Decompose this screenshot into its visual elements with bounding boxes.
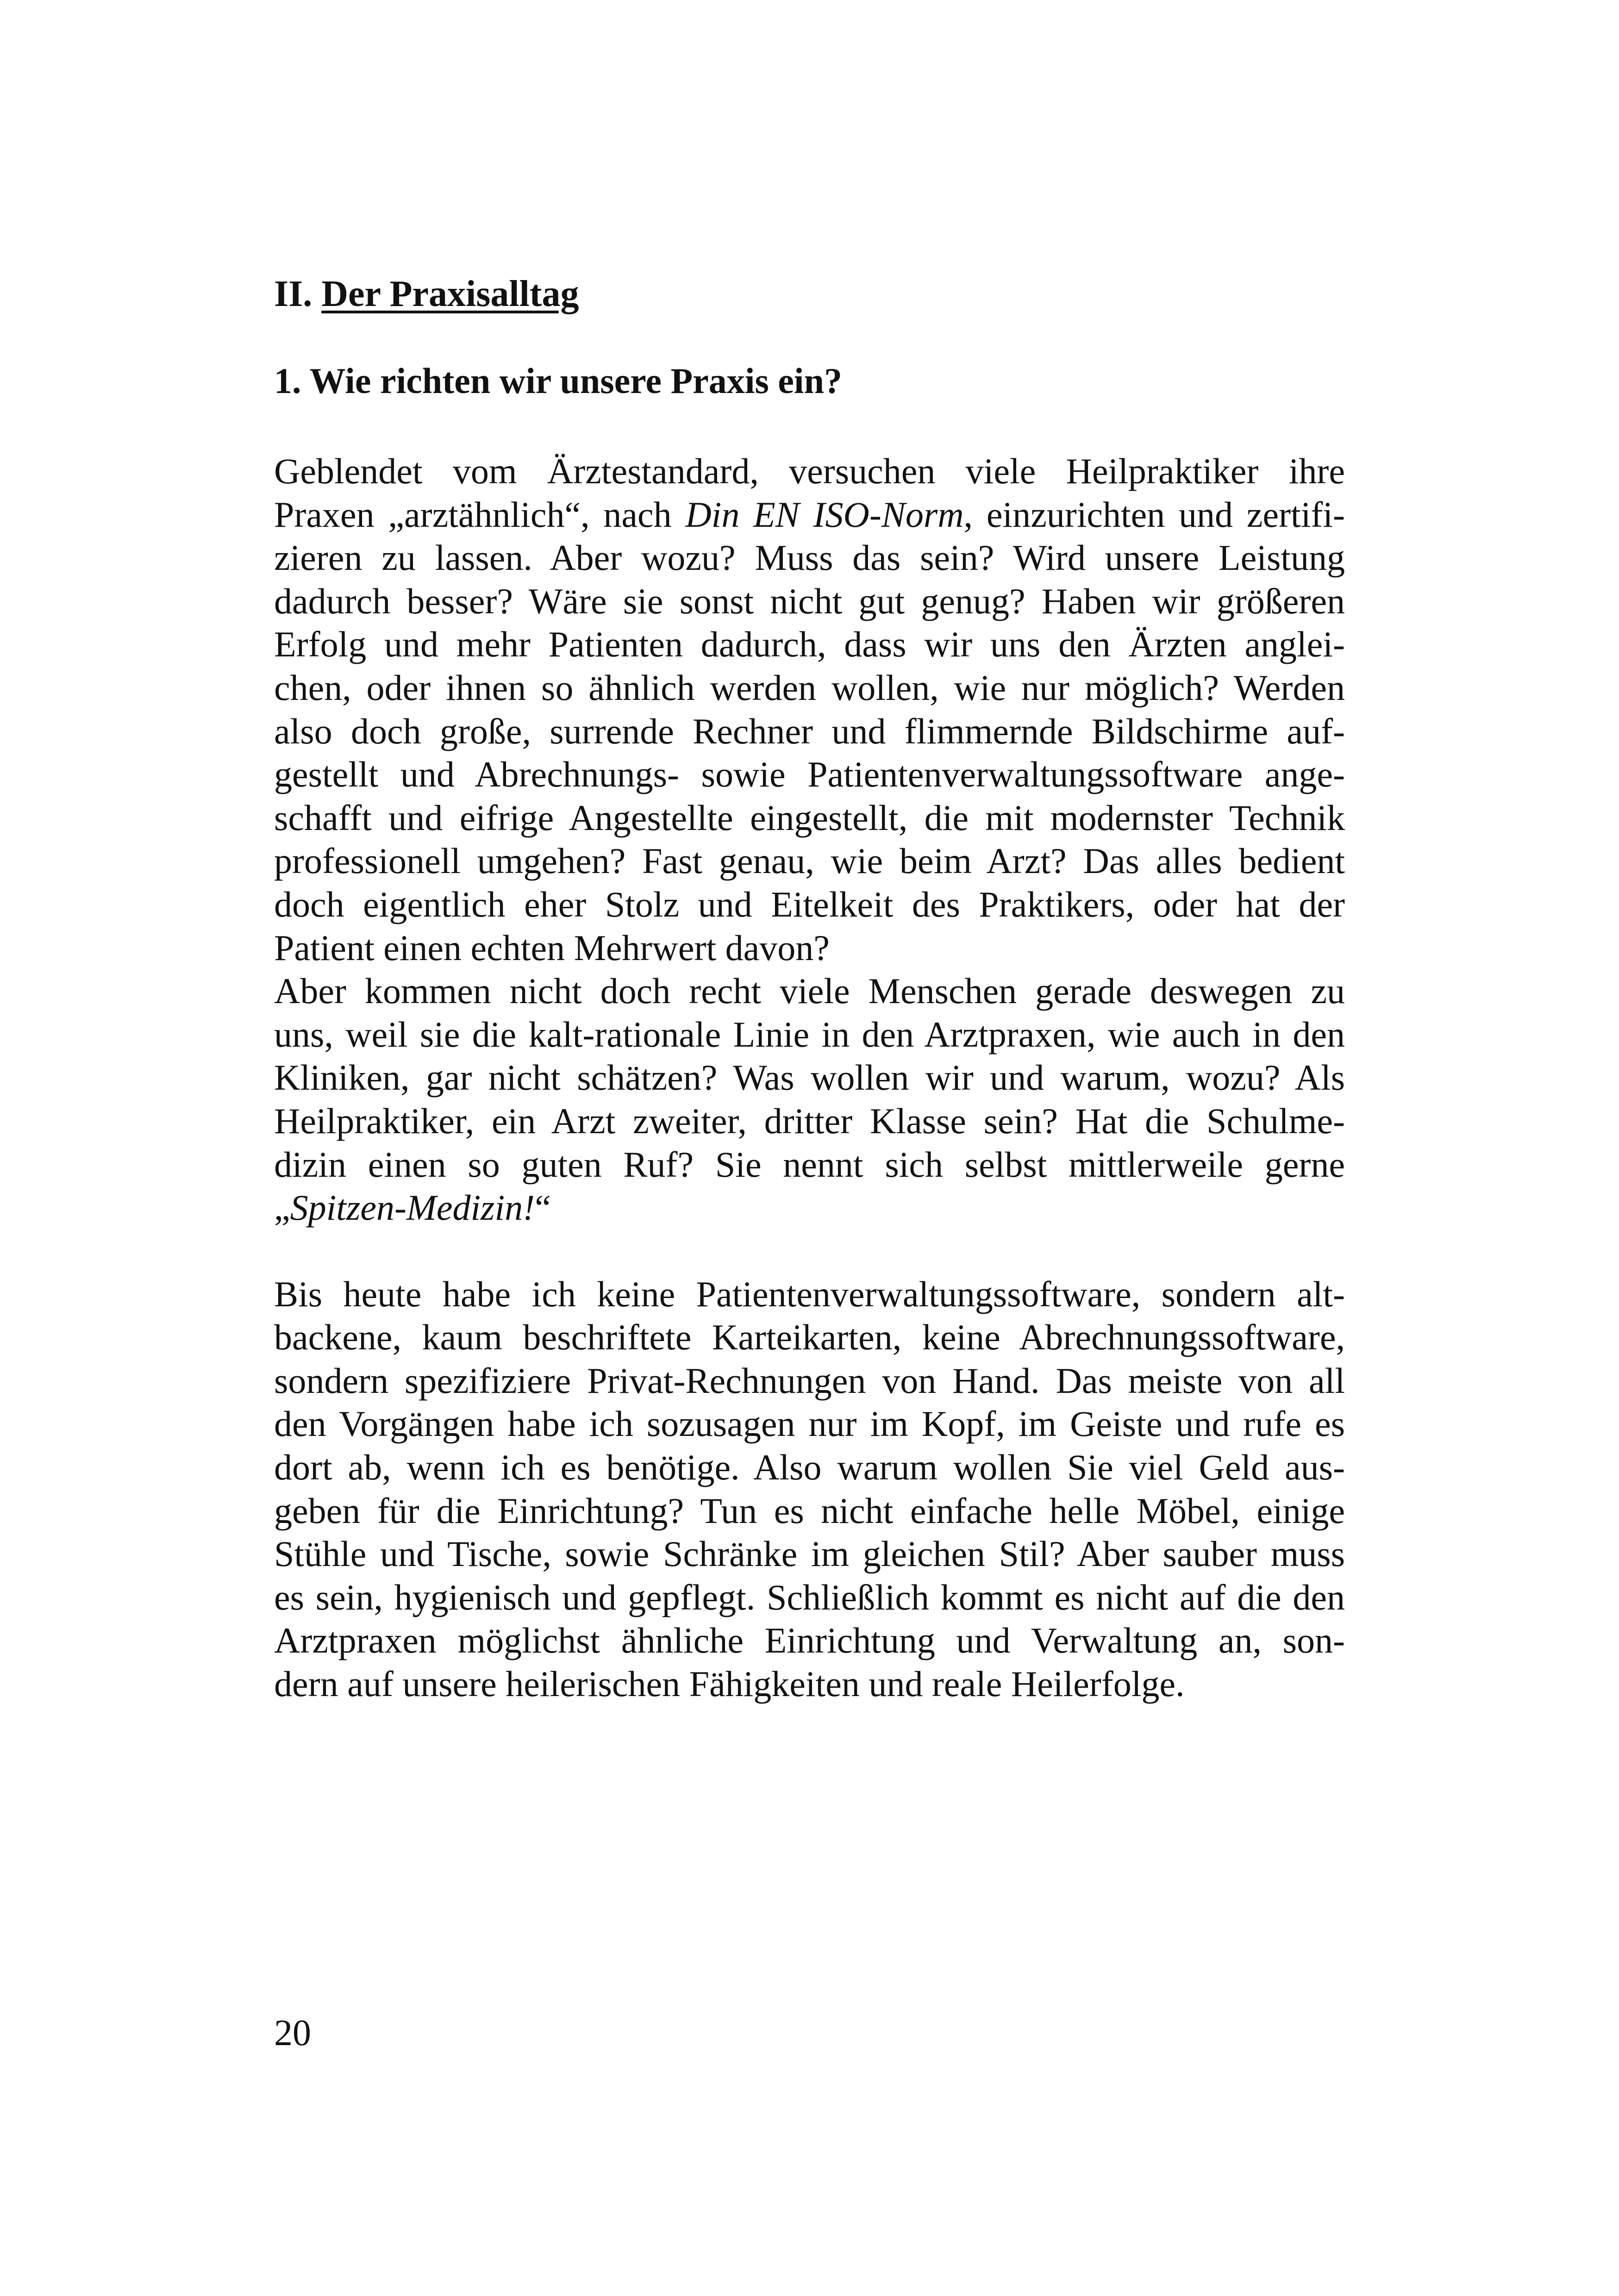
- italic-term-din-en-iso-norm: Din EN ISO-Norm: [685, 494, 964, 535]
- text-line: Patient einen echten Mehrwert davon?: [274, 927, 830, 968]
- text-line: den Vorgängen habe ich sozusagen nur im Kopf, im Geiste und rufe es: [274, 1404, 1345, 1444]
- text-line: uns, weil sie die kalt-rationale Linie in den Arztpraxen, wie auch in den: [274, 1014, 1345, 1054]
- text-line: „Spitzen-Medizin!“: [274, 1187, 551, 1228]
- text-line: dadurch besser? Wäre sie sonst nicht gut genug? Haben wir größeren: [274, 580, 1345, 621]
- section-heading: 1. Wie richten wir unsere Praxis ein?: [274, 361, 842, 401]
- text-line: backene, kaum beschriftete Karteikarten, keine Abrechnungssoftware,: [274, 1317, 1345, 1358]
- text-line: Kliniken, gar nicht schätzen? Was wollen wir und warum, wozu? Als: [274, 1057, 1345, 1098]
- text-line: professionell umgehen? Fast genau, wie beim Arzt? Das alles bedient: [274, 841, 1345, 881]
- text-line: Stühle und Tische, sowie Schränke im gleichen Stil? Aber sauber muss: [274, 1534, 1345, 1574]
- text-line: Erfolg und mehr Patienten dadurch, dass wir uns den Ärzten anglei-: [274, 624, 1345, 665]
- text-line: Bis heute habe ich keine Patientenverwaltungssoftware, sondern alt-: [274, 1273, 1345, 1314]
- text-line: dern auf unsere heilerischen Fähigkeiten und reale Heilerfolge.: [274, 1664, 1185, 1704]
- text-line: Aber kommen nicht doch recht viele Menschen gerade deswegen zu: [274, 971, 1345, 1011]
- text-line: chen, oder ihnen so ähnlich werden wollen, wie nur möglich? Werden: [274, 667, 1345, 708]
- text-line: dizin einen so guten Ruf? Sie nennt sich selbst mittlerweile gerne: [274, 1144, 1345, 1185]
- paragraph-2: [274, 969, 1345, 1229]
- chapter-number: II.: [274, 274, 313, 314]
- text-line: Heilpraktiker, ein Arzt zweiter, dritter Klasse sein? Hat die Schulme-: [274, 1100, 1345, 1141]
- text-line: schafft und eifrige Angestellte eingestellt, die mit modernster Technik: [274, 797, 1345, 838]
- chapter-title: Der Praxisalltag: [321, 274, 579, 314]
- text-line: gestellt und Abrechnungs- sowie Patientenverwaltungssoftware ange-: [274, 754, 1345, 795]
- text-line: also doch große, surrende Rechner und flimmernde Bildschirme auf-: [274, 711, 1345, 751]
- paragraph-1: [274, 449, 1345, 969]
- chapter-heading: [274, 271, 1345, 317]
- text-line: es sein, hygienisch und gepflegt. Schließlich kommt es nicht auf die den: [274, 1577, 1345, 1617]
- page-number: 20: [274, 2013, 311, 2053]
- text-line: Geblendet vom Ärztestandard, versuchen viele Heilpraktiker ihre: [274, 451, 1345, 491]
- text-line: Arztpraxen möglichst ähnliche Einrichtung und Verwaltung an, son-: [274, 1620, 1345, 1661]
- text-line: dort ab, wenn ich es benötige. Also warum wollen Sie viel Geld aus-: [274, 1447, 1345, 1488]
- text-line: zieren zu lassen. Aber wozu? Muss das sein? Wird unsere Leistung: [274, 537, 1345, 578]
- italic-term-spitzen-medizin: Spitzen-Medizin!: [290, 1187, 535, 1228]
- text-line: Praxen „arztähnlich“, nach Din EN ISO-Norm, einzurichten und zertifi-: [274, 494, 1345, 535]
- paragraph-3: [274, 1273, 1345, 1706]
- text-line: sondern spezifiziere Privat-Rechnungen von Hand. Das meiste von all: [274, 1360, 1345, 1401]
- text-column: [274, 271, 1345, 1706]
- text-line: geben für die Einrichtung? Tun es nicht einfache helle Möbel, einige: [274, 1490, 1345, 1531]
- text-line: doch eigentlich eher Stolz und Eitelkeit des Praktikers, oder hat der: [274, 884, 1345, 924]
